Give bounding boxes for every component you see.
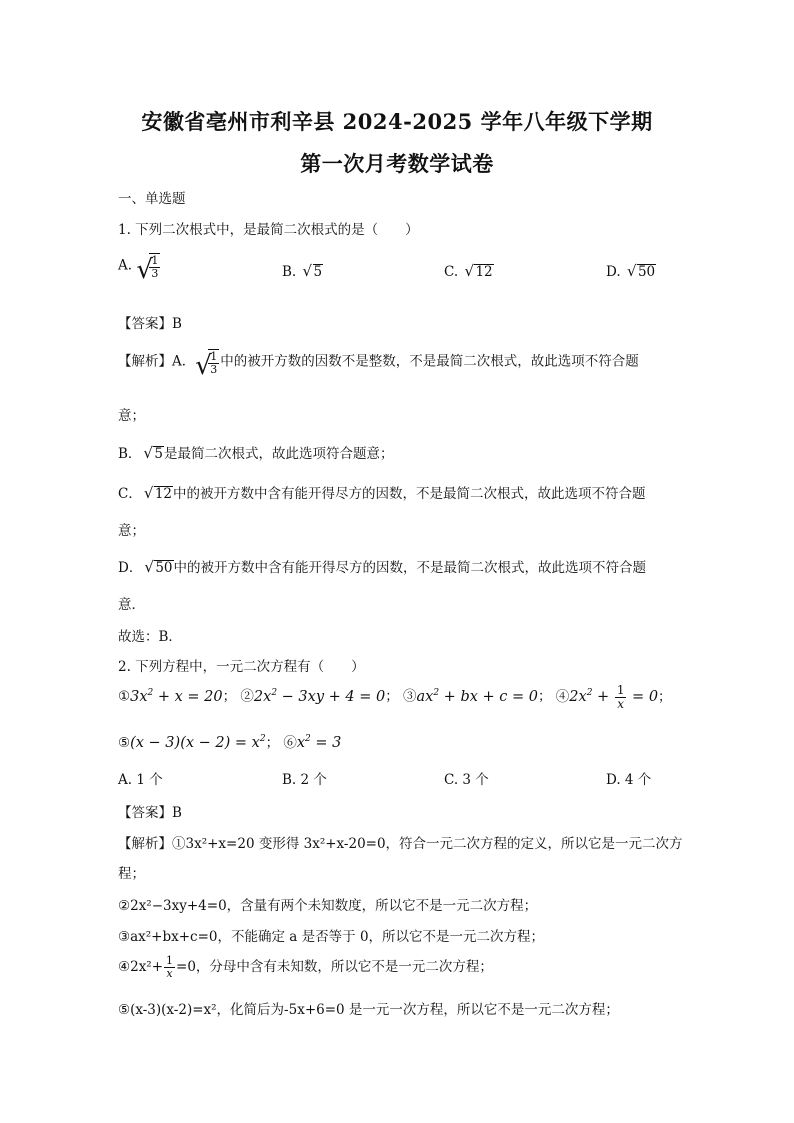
eq2: $②2x^2 - 3xy + 4 = 0$； — [240, 687, 399, 705]
q1-analysis-a-cont: 意； — [118, 408, 145, 424]
q2-option-a: A. 1 个 — [118, 772, 163, 788]
q1-answer: 【答案】B — [118, 316, 182, 332]
q1-option-c-radicand: 12 — [475, 264, 493, 280]
q2-analysis-4-suffix: =0，分母中含有未知数，所以它不是一元二次方程； — [176, 959, 493, 975]
q1-analysis-c-cont: 意； — [118, 523, 145, 539]
q1-option-b-label: B. — [282, 264, 297, 280]
q2-analysis-4: ④2x²+ $\frac{1}{x}$ =0，分母中含有未知数，所以它不是一元二次方程； — [118, 954, 493, 980]
q1-option-d — [606, 264, 656, 280]
q1-option-a-numerator: √ 1 — [151, 254, 159, 267]
q1-option-b-radicand: 5 — [313, 264, 323, 280]
eq5: ⑤(x − $3)(x - 2) = x^2$； — [118, 734, 280, 751]
q1-option-d-radicand: 50 — [637, 264, 656, 280]
q1-analysis-c-radicand: 12 — [154, 486, 173, 502]
q1-option-a-expr — [136, 253, 161, 279]
q1-analysis-a — [118, 349, 639, 375]
eq3: $③ax^2$ + bx + c = 0； — [403, 687, 552, 705]
q2-option-c: C. 3 个 — [444, 772, 489, 788]
q2-analysis-1-cont: 程； — [118, 866, 145, 882]
eq4: $④2x^2$ + $\frac{1}{x}$ = 0； — [555, 683, 672, 711]
q2-analysis-1: 【解析】①3x²+x=20 变形得 3x²+x-20=0，符合一元二次方程的定义，所以它是一元二次方 — [118, 836, 683, 852]
q1-option-c-label: C. — [444, 264, 459, 280]
q2-analysis-5: ⑤(x-3)(x-2)=x²，化简后为-5x+6=0 是一元一次方程，所以它不是一元二次方程； — [118, 1002, 619, 1018]
q1-analysis-a-numerator: √ 1 — [210, 350, 218, 363]
q1-analysis-b-label: B． — [118, 446, 142, 462]
q1-option-b — [282, 264, 323, 280]
q2-option-b: B. 2 个 — [282, 772, 327, 788]
q2-analysis-4-prefix: ④2x²+ — [118, 959, 164, 975]
eq6: $⑥x^2 = 3$ — [283, 734, 342, 751]
q1-analysis-d-label: D． — [118, 560, 143, 576]
q1-analysis-label: 【解析】A． — [118, 353, 196, 370]
q2-equations-row1 — [118, 684, 672, 710]
q1-analysis-c-text: 中的被开方数中含有能开得尽方的因数，不是最简二次根式，故此选项不符合题 — [173, 486, 646, 502]
q1-option-d-label: D. — [606, 264, 621, 280]
q1-analysis-a-denominator: 3 — [210, 362, 218, 376]
q1-option-c — [444, 264, 494, 280]
q1-analysis-b-text: 是最简二次根式，故此选项符合题意； — [164, 446, 394, 462]
q1-analysis-d-text: 中的被开方数中含有能开得尽方的因数，不是最简二次根式，故此选项不符合题 — [173, 560, 647, 576]
document-title-line1: 安徽省亳州市利辛县 2024-2025 学年八年级下学期 — [141, 109, 653, 134]
q1-analysis-d — [118, 556, 646, 576]
q1-option-a — [118, 253, 161, 279]
q2-analysis-3: ③ax²+bx+c=0，不能确定 a 是否等于 0，所以它不是一元二次方程； — [118, 929, 545, 945]
q1-analysis-b-radicand: 5 — [154, 446, 164, 462]
q1-option-a-denominator: 3 — [151, 266, 159, 280]
q1-analysis-a-text: 中的被开方数的因数不是整数，不是最简二次根式，故此选项不符合题 — [220, 353, 639, 370]
q2-option-d: D. 4 个 — [606, 772, 652, 788]
q1-analysis-d-radicand: 50 — [155, 560, 173, 576]
question-1-stem: 1. 下列二次根式中，是最简二次根式的是（ ） — [118, 222, 419, 238]
q2-answer: 【答案】B — [118, 805, 182, 821]
q2-analysis-2: ②2x²−3xy+4=0，含量有两个未知数度，所以它不是一元二次方程； — [118, 898, 538, 914]
question-2-stem: 2. 下列方程中，一元二次方程有（ ） — [118, 659, 365, 675]
q1-analysis-c-label: C． — [118, 486, 142, 502]
q2-equations-row2 — [118, 731, 341, 751]
q1-option-a-label: A. — [118, 257, 133, 274]
q1-analysis-b — [118, 442, 394, 462]
eq1: $①3x^2 + x = 20$； — [118, 687, 237, 705]
document-title-line2: 第一次月考数学试卷 — [300, 151, 494, 176]
q1-choose: 故选：B． — [118, 629, 182, 645]
section-heading: 一、单选题 — [118, 191, 186, 207]
q1-analysis-d-cont: 意． — [118, 597, 145, 613]
q1-analysis-c — [118, 482, 646, 502]
q1-analysis-a-expr — [195, 349, 220, 375]
